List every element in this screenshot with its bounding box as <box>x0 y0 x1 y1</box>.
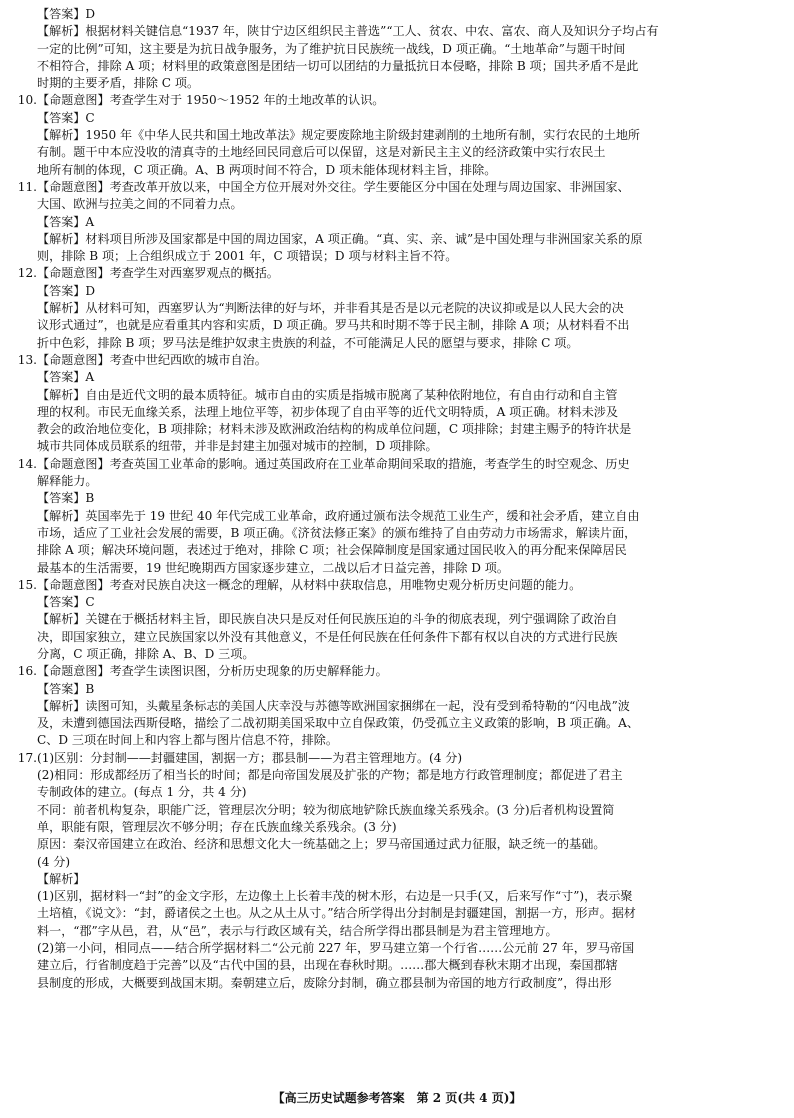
line-text: 【答案】B <box>37 491 95 506</box>
text-line <box>22 231 772 248</box>
text-line <box>22 854 772 871</box>
question-number: 16. <box>17 664 37 679</box>
line-text: 排除 A 项；解决环境问题，表述过于绝对，排除 C 项；社会保障制度是国家通过国民收入的再分配来保障居民 <box>37 543 627 558</box>
line-text: 地所有制的体现，C 项正确。A、B 两项时间不符合，D 项未能体现材料主旨，排除。 <box>37 162 497 177</box>
text-line <box>22 767 772 784</box>
line-text: 【解析】英国率先于 19 世纪 40 年代完成工业革命，政府通过颁布法令规范工业生产，缓和社会矛盾，建立自由 <box>37 508 640 523</box>
question-line <box>17 456 772 473</box>
line-text: 市场，适应了工业社会发展的需要，B 项正确。《济贫法修正案》的颁布维持了自由劳动力市场需求，解读片面， <box>37 525 637 540</box>
line-text: 城市共同体成员联系的纽带，并非是封建主加强对城市的控制，D 项排除。 <box>37 439 438 454</box>
text-line <box>22 508 772 525</box>
question-line <box>17 352 772 369</box>
line-text: (4 分) <box>37 854 71 869</box>
question-number: 12. <box>17 266 37 281</box>
line-text: 时期的主要矛盾，排除 C 项。 <box>37 76 200 91</box>
text-line <box>22 732 772 749</box>
text-line <box>22 819 772 836</box>
text-line <box>22 300 772 317</box>
text-line <box>22 214 772 231</box>
text-line <box>22 162 772 179</box>
text-line <box>22 421 772 438</box>
text-line <box>22 888 772 905</box>
text-line <box>22 404 772 421</box>
line-text: 土培植，《说文》：“封，爵诸侯之土也。从之从土从寸。”结合所学得出分封制是封疆建国，割据一方，形声。据材 <box>37 906 636 921</box>
text-line <box>22 248 772 265</box>
line-text: 【命题意图】考查学生对于 1950～1952 年的土地改革的认识。 <box>37 93 385 108</box>
question-line <box>17 92 772 109</box>
line-text: 【解析】从材料可知，西塞罗认为“判断法律的好与坏，并非看其是否是以元老院的决议抑或是以人民大会的决 <box>37 301 624 316</box>
text-line <box>22 784 772 801</box>
line-text: 【答案】C <box>37 595 95 610</box>
line-text: 【命题意图】考查学生对西塞罗观点的概括。 <box>37 266 279 281</box>
line-text: 教会的政治地位变化，B 项排除；材料未涉及欧洲政治结构的构成单位问题，C 项排除；封建主赐予的特许状是 <box>37 422 632 437</box>
text-line <box>22 940 772 957</box>
line-text: 则，排除 B 项；上合组织成立于 2001 年，C 项错误；D 项与材料主旨不符。 <box>37 249 458 264</box>
line-text: 单，职能有限，管理层次不够分明；存在氏族血缘关系残余。(3 分) <box>37 819 397 834</box>
line-text: 【解析】读图可知，头戴星条标志的美国人庆幸没与苏德等欧洲国家捆绑在一起，没有受到希特勒的“闪电战”波 <box>37 698 630 713</box>
line-text: 不同：前者机构复杂，职能广泛，管理层次分明；较为彻底地铲除氏族血缘关系残余。(3 分)后者机构设置简 <box>37 802 615 817</box>
text-line <box>22 473 772 490</box>
line-text: 分离，C 项正确，排除 A、B、D 三项。 <box>37 646 255 661</box>
question-number: 10. <box>17 93 37 108</box>
line-text: 决，即国家独立，建立民族国家以外没有其他意义，不是任何民族在任何条件下都有权以自决的方式进行民族 <box>37 629 618 644</box>
question-line <box>17 179 772 196</box>
line-text: 【答案】B <box>37 681 95 696</box>
line-text: 有制。题干中本应没收的清真寺的土地经回民同意后可以保留，这是对新民主主义的经济政策中实行农民土 <box>37 145 606 160</box>
text-line <box>22 110 772 127</box>
text-line <box>22 698 772 715</box>
line-text: 料一，“郡”字从邑，君，从“邑”，表示与行政区域有关，结合所学得出郡县制是为君主管理地方。 <box>37 923 558 938</box>
line-text: 议形式通过”，也就是应看重其内容和实质，D 项正确。罗马共和时期不等于民主制，排除 A 项；从材料看不出 <box>37 318 630 333</box>
text-line <box>22 646 772 663</box>
question-number: 15. <box>17 577 37 592</box>
line-text: 最基本的生活需要，19 世纪晚期西方国家逐步建立，二战以后才日益完善，排除 D 项。 <box>37 560 509 575</box>
line-text: C、D 三项在时间上和内容上都与图片信息不符，排除。 <box>37 733 338 748</box>
text-line <box>22 6 772 23</box>
question-line <box>17 577 772 594</box>
text-line <box>22 41 772 58</box>
text-line <box>22 58 772 75</box>
line-text: 【解析】自由是近代文明的最本质特征。城市自由的实质是指城市脱离了某种依附地位，有自由行动和自主管 <box>37 387 618 402</box>
question-number: 13. <box>17 352 37 367</box>
text-line <box>22 283 772 300</box>
text-line <box>22 923 772 940</box>
text-line <box>22 317 772 334</box>
question-number: 17. <box>17 750 37 765</box>
text-line <box>22 594 772 611</box>
text-line <box>22 387 772 404</box>
text-line <box>22 438 772 455</box>
question-number: 14. <box>17 456 37 471</box>
text-line <box>22 905 772 922</box>
question-line <box>17 750 772 767</box>
page-footer: 【高三历史试题参考答案 第 2 页(共 4 页)】 <box>272 1091 522 1105</box>
text-line <box>22 836 772 853</box>
line-text: 建立后，行省制度趋于完善”以及“古代中国的县，出现在春秋时期。……郡大概到春秋末期才出现，秦国郡辖 <box>37 958 618 973</box>
text-line <box>22 560 772 577</box>
question-number: 11. <box>17 179 37 194</box>
line-text: 专制政体的建立。(每点 1 分，共 4 分) <box>37 785 247 800</box>
line-text: 及，未遭到德国法西斯侵略，描绘了二战初期美国采取中立自保政策，仍受孤立主义政策的影响，B 项正确。A、 <box>37 716 639 731</box>
line-text: 【答案】D <box>37 7 96 21</box>
line-text: 【解析】关键在于概括材料主旨，即民族自决只是反对任何民族压迫的斗争的彻底表现，列宁强调除了政治自 <box>37 612 618 627</box>
line-text: 【解析】1950 年《中华人民共和国土地改革法》规定要废除地主阶级封建剥削的土地所有制，实行农民的土地所 <box>37 128 641 143</box>
text-line <box>22 196 772 213</box>
text-line <box>22 957 772 974</box>
text-line <box>22 611 772 628</box>
line-text: (2)相同：形成都经历了相当长的时间；都是向帝国发展及扩张的产物；都是地方行政管理制度；都促进了君主 <box>37 768 623 783</box>
text-line <box>22 369 772 386</box>
line-text: (1)区别：分封制——封疆建国，割据一方；郡县制——为君主管理地方。(4 分) <box>37 750 463 765</box>
text-line <box>22 490 772 507</box>
line-text: 【答案】A <box>37 214 95 229</box>
line-text: 【答案】C <box>37 110 95 125</box>
text-line <box>22 75 772 92</box>
line-text: 【解析】根据材料关键信息“1937 年，陕甘宁边区组织民主普选”“工人、贫农、中农、富农、商人及知识分子均占有 <box>37 24 659 39</box>
line-text: 【命题意图】考查英国工业革命的影响。通过英国政府在工业革命期间采取的措施，考查学生的时空观念、历史 <box>37 456 630 471</box>
text-line <box>22 871 772 888</box>
answer-text-body <box>17 6 772 992</box>
line-text: (2)第一小问，相同点——结合所学据材料二“公元前 227 年，罗马建立第一个行省……公元前 27 年，罗马帝国 <box>37 941 635 956</box>
line-text: 【解析】材料项目所涉及国家都是中国的周边国家，A 项正确。“真、实、亲、诚”是中国处理与非洲国家关系的原 <box>37 231 643 246</box>
text-line <box>22 127 772 144</box>
text-line <box>22 629 772 646</box>
line-text: 【命题意图】考查学生读图识图，分析历史现象的历史解释能力。 <box>37 664 388 679</box>
line-text: 【命题意图】考查改革开放以来，中国全方位开展对外交往。学生要能区分中国在处理与周边国家、非洲国家、 <box>37 179 630 194</box>
text-line <box>22 975 772 992</box>
text-line <box>22 525 772 542</box>
text-line <box>22 681 772 698</box>
question-line <box>17 265 772 282</box>
line-text: 县制度的形成，大概要到战国末期。秦朝建立后，废除分封制，确立郡县制为帝国的地方行政制度”，得出形 <box>37 975 612 990</box>
text-line <box>22 23 772 40</box>
line-text: 一定的比例”可知，这主要是为抗日战争服务，为了维护抗日民族统一战线，D 项正确。“土地革命”与题干时间 <box>37 41 626 56</box>
text-line <box>22 335 772 352</box>
line-text: 【答案】D <box>37 283 96 298</box>
line-text: 【解析】 <box>37 871 86 886</box>
line-text: 理的权利。市民无血缘关系，法理上地位平等，初步体现了自由平等的近代文明特质，A 项正确。材料未涉及 <box>37 404 618 419</box>
line-text: 原因：秦汉帝国建立在政治、经济和思想文化大一统基础之上；罗马帝国通过武力征服，缺乏统一的基础。 <box>37 837 606 852</box>
line-text: (1)区别，据材料一“封”的金文字形，左边像土上长着丰茂的树木形，右边是一只手(又，后来写作“寸”)，表示聚 <box>37 889 633 904</box>
line-text: 不相符合，排除 A 项；材料里的政策意图是团结一切可以团结的力量抵抗日本侵略，排除 B 项；国共矛盾不是此 <box>37 58 639 73</box>
text-line <box>22 715 772 732</box>
question-line <box>17 663 772 680</box>
line-text: 折中色彩，排除 B 项；罗马法是维护奴隶主贵族的利益，不可能满足人民的愿望与要求，排除 C 项。 <box>37 335 579 350</box>
line-text: 解释能力。 <box>37 474 98 489</box>
line-text: 大国、欧洲与拉美之间的不同着力点。 <box>37 197 243 212</box>
line-text: 【命题意图】考查对民族自决这一概念的理解，从材料中获取信息，用唯物史观分析历史问题的能力。 <box>37 577 582 592</box>
line-text: 【答案】A <box>37 370 95 385</box>
text-line <box>22 542 772 559</box>
line-text: 【命题意图】考查中世纪西欧的城市自治。 <box>37 352 267 367</box>
text-line <box>22 802 772 819</box>
text-line <box>22 144 772 161</box>
